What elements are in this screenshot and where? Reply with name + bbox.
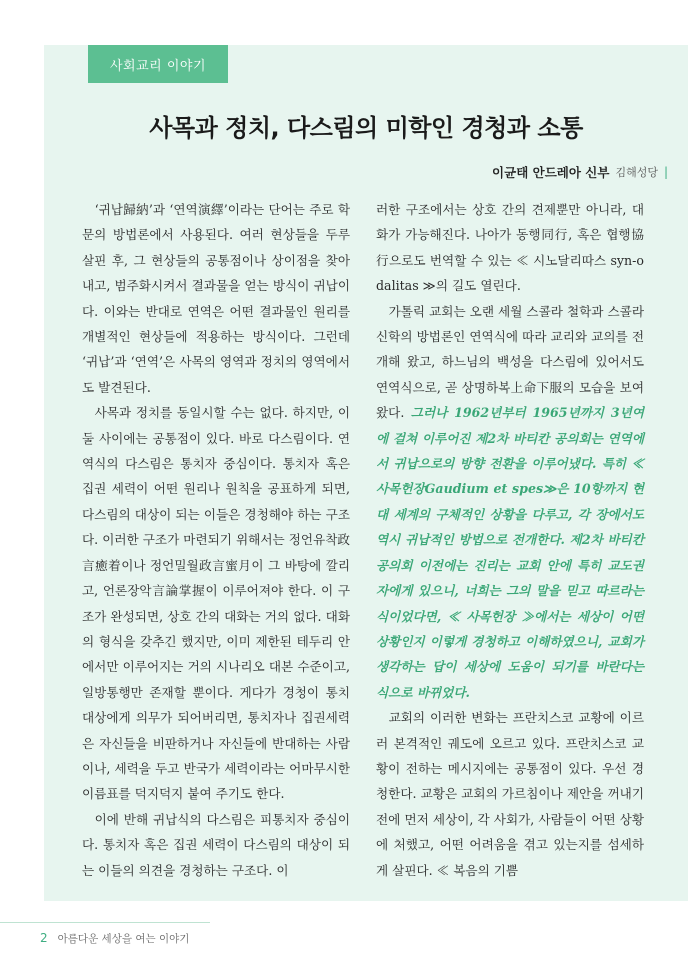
publication-name: 아름다운 세상을 여는 이야기 (57, 933, 190, 945)
paragraph (376, 299, 644, 706)
page-number: 2 (40, 931, 48, 945)
left-column (82, 197, 350, 883)
author-affiliation: 김해성당 (615, 166, 658, 179)
footer-rule (0, 922, 210, 923)
author-name: 이균태 안드레아 신부 (492, 165, 610, 180)
highlighted-passage: 그러나 1962년부터 1965년까지 3년여에 걸쳐 이루어진 제2차 바티칸 공의회는 연역에서 귀납으로의 방향 전환을 이루어냈다. 특히 ≪ 사목헌장Gaudium et spes≫은 10항까지 현대 세계의 구체적인 상황을 다루고, 각 장에서도 역시 귀납적인 방법으로 전개한다. 제2차 바티칸 공의회 이전에는 진리는 교회 안에 특히 교도권자에게 있으니, 너희는 그의 말을 믿고 따르라는 식이었다면, ≪ 사목헌장 ≫에서는 세상이 어떤 상황인지 이렇게 경청하고 이해하였으니, 교회가 생각하는 답이 세상에 도움이 되기를 바란다는 식으로 바뀌었다. (376, 405, 644, 700)
section-tag: 사회교리 이야기 (88, 45, 228, 83)
article-title: 사목과 정치, 다스림의 미학인 경청과 소통 (149, 114, 583, 142)
byline-divider: | (663, 165, 668, 179)
footer (40, 931, 189, 946)
byline (492, 163, 668, 181)
paragraph: 러한 구조에서는 상호 간의 견제뿐만 아니라, 대화가 가능해진다. 나아가 동행同行, 혹은 협행協行으로도 번역할 수 있는 ≪ 시노달리따스 syn-odalitas ≫의 길도 열린다. (376, 202, 644, 294)
paragraph: 이에 반해 귀납식의 다스림은 피통치자 중심이다. 통치자 혹은 집권 세력이 다스림의 대상이 되는 이들의 의견을 경청하는 구조다. 이 (82, 811, 350, 878)
paragraph: ‘귀납歸納’과 ‘연역演繹’이라는 단어는 주로 학문의 방법론에서 사용된다. 여러 현상들을 두루 살핀 후, 그 현상들의 공통점이나 상이점을 찾아내고, 범주화시켜서 결과물을 얻는 방식이 귀납이다. 이와는 반대로 연역은 어떤 결과물인 원리를 개별적인 현상들에 적용하는 방식이다. 그런데 ‘귀납’과 ‘연역’은 사목의 영역과 정치의 영역에서도 발견된다. (82, 202, 350, 395)
right-column (376, 197, 644, 883)
paragraph: 사목과 정치를 동일시할 수는 없다. 하지만, 이 둘 사이에는 공통점이 있다. 바로 다스림이다. 연역식의 다스림은 통치자 중심이다. 통치자 혹은 집권 세력이 어떤 원리나 원칙을 공표하게 되면, 다스림의 대상이 되는 이들은 경청해야 하는 구조다. 이러한 구조가 마련되기 위해서는 정언유착政言癒着이나 정언밀월政言蜜月이 그 바탕에 깔리고, 언론장악言論掌握이 이루어져야 한다. 이 구조가 완성되면, 상호 간의 대화는 거의 없다. 대화의 형식을 갖추긴 했지만, 이미 제한된 테두리 안에서만 이루어지는 거의 시나리오 대본 수준이고, 일방통행만 존재할 뿐이다. 게다가 경청이 통치 대상에게 의무가 되어버리면, 통치자나 집권세력은 자신들을 비판하거나 자신들에 반대하는 사람이나, 세력을 두고 반국가 세력이라는 어마무시한 이름표를 덕지덕지 붙여 주기도 한다. (82, 405, 350, 802)
paragraph: 교회의 이러한 변화는 프란치스코 교황에 이르러 본격적인 궤도에 오르고 있다. 프란치스코 교황이 전하는 메시지에는 공통점이 있다. 우선 경청한다. 교황은 교회의 가르침이나 제안을 꺼내기 전에 먼저 세상이, 각 사회가, 사람들이 어떤 상황에 처했고, 어떤 어려움을 겪고 있는지를 섬세하게 살핀다. ≪ 복음의 기쁨 (376, 710, 644, 878)
paragraph-text: 가톨릭 교회는 오랜 세월 스콜라 철학과 스콜라 신학의 방법론인 연역식에 따라 교리와 교의를 전개해 왔고, 하느님의 백성을 다스림에 있어서도 연역식으로, 곧 상명하복上命下服의 모습을 보여왔다. (376, 303, 644, 421)
